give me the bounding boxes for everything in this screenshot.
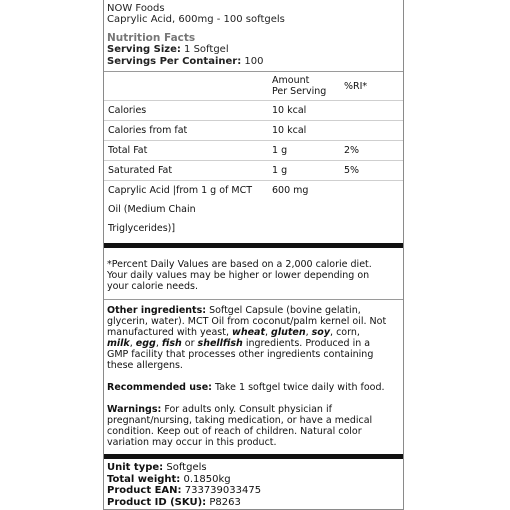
brand-name: NOW Foods — [107, 3, 165, 14]
warnings: Warnings: For adults only. Consult physician if pregnant/nursing, taking medication, or have a medical condition. Keep out of reach of children. Natural color variation may occur in this product. — [107, 404, 373, 448]
daily-values-disclaimer: *Percent Daily Values are based on a 2,000 calorie diet. Your daily values may be higher or lower depending on your calorie needs. — [107, 259, 372, 292]
recommended-use-label: Recommended use: — [107, 382, 212, 393]
divider — [104, 299, 403, 300]
nutrient-name: Calories from fat — [104, 121, 270, 141]
nutrient-name: Total Fat — [104, 141, 270, 161]
unit-type-value: Softgels — [166, 462, 207, 473]
nutrient-ri — [342, 101, 403, 121]
nutrition-facts-title: Nutrition Facts — [107, 32, 196, 44]
product-ean-label: Product EAN: — [107, 485, 182, 496]
table-row-continued — [104, 219, 403, 238]
nutrition-table — [104, 72, 403, 238]
nutrient-amount: 600 mg — [270, 181, 342, 201]
product-ean-value: 733739033475 — [184, 485, 262, 496]
product-sku-value: P8263 — [209, 496, 241, 508]
nutrient-amount: 1 g — [270, 161, 342, 181]
servings-per-container — [107, 56, 400, 68]
nutrient-amount: 10 kcal — [270, 101, 342, 121]
thick-divider — [104, 243, 403, 248]
recommended-use: Recommended use: Take 1 softgel twice daily with food. — [107, 382, 385, 393]
product-info — [104, 462, 403, 508]
nutrient-ri: 5% — [342, 161, 403, 181]
table-row — [104, 121, 403, 141]
warnings-label: Warnings: — [107, 404, 162, 415]
servings-label: Servings Per Container: — [107, 56, 242, 67]
total-weight-value: 0.1850kg — [183, 473, 231, 485]
servings-value: 100 — [244, 56, 264, 67]
product-header — [104, 0, 403, 68]
table-row — [104, 181, 403, 201]
ingredients-label: Other ingredients: — [107, 305, 207, 316]
table-row — [104, 141, 403, 161]
nutrient-amount: 10 kcal — [270, 121, 342, 141]
table-header-row — [104, 72, 403, 101]
serving-size-label: Serving Size: — [107, 44, 181, 55]
table-row — [104, 161, 403, 181]
nutrient-name-continued: Oil (Medium Chain — [108, 204, 196, 215]
ri-header: %RI* — [344, 80, 368, 92]
nutrient-name: Calories — [104, 101, 270, 121]
serving-size-value: 1 Softgel — [184, 44, 229, 55]
serving-size — [107, 44, 400, 56]
total-weight-label: Total weight: — [107, 473, 181, 485]
nutrient-amount: 1 g — [270, 141, 342, 161]
table-row — [104, 101, 403, 121]
nutrient-name: Caprylic Acid |from 1 g of MCT — [104, 181, 270, 201]
table-row-continued — [104, 200, 403, 219]
product-sku-label: Product ID (SKU): — [107, 496, 207, 508]
thick-divider — [104, 454, 403, 459]
supplement-label-panel — [103, 0, 404, 510]
product-name: Caprylic Acid, 600mg - 100 softgels — [107, 14, 285, 25]
nutrient-name: Saturated Fat — [104, 161, 270, 181]
nutrient-ri: 2% — [342, 141, 403, 161]
nutrient-ri — [342, 121, 403, 141]
amount-header: Amount Per Serving — [272, 75, 327, 97]
other-ingredients: Other ingredients: Softgel Capsule (bovine gelatin, glycerin, water). MCT Oil from coconut/palm kernel oil. Not manufactured with yeast, wheat, gluten, soy, corn, milk, egg, fish or shellfish ingredients. Produced in a GMP facility that processes other ingredients containing these allergens. — [107, 305, 387, 371]
nutrient-name-continued: Triglycerides)] — [108, 223, 176, 234]
unit-type-label: Unit type: — [107, 462, 164, 473]
